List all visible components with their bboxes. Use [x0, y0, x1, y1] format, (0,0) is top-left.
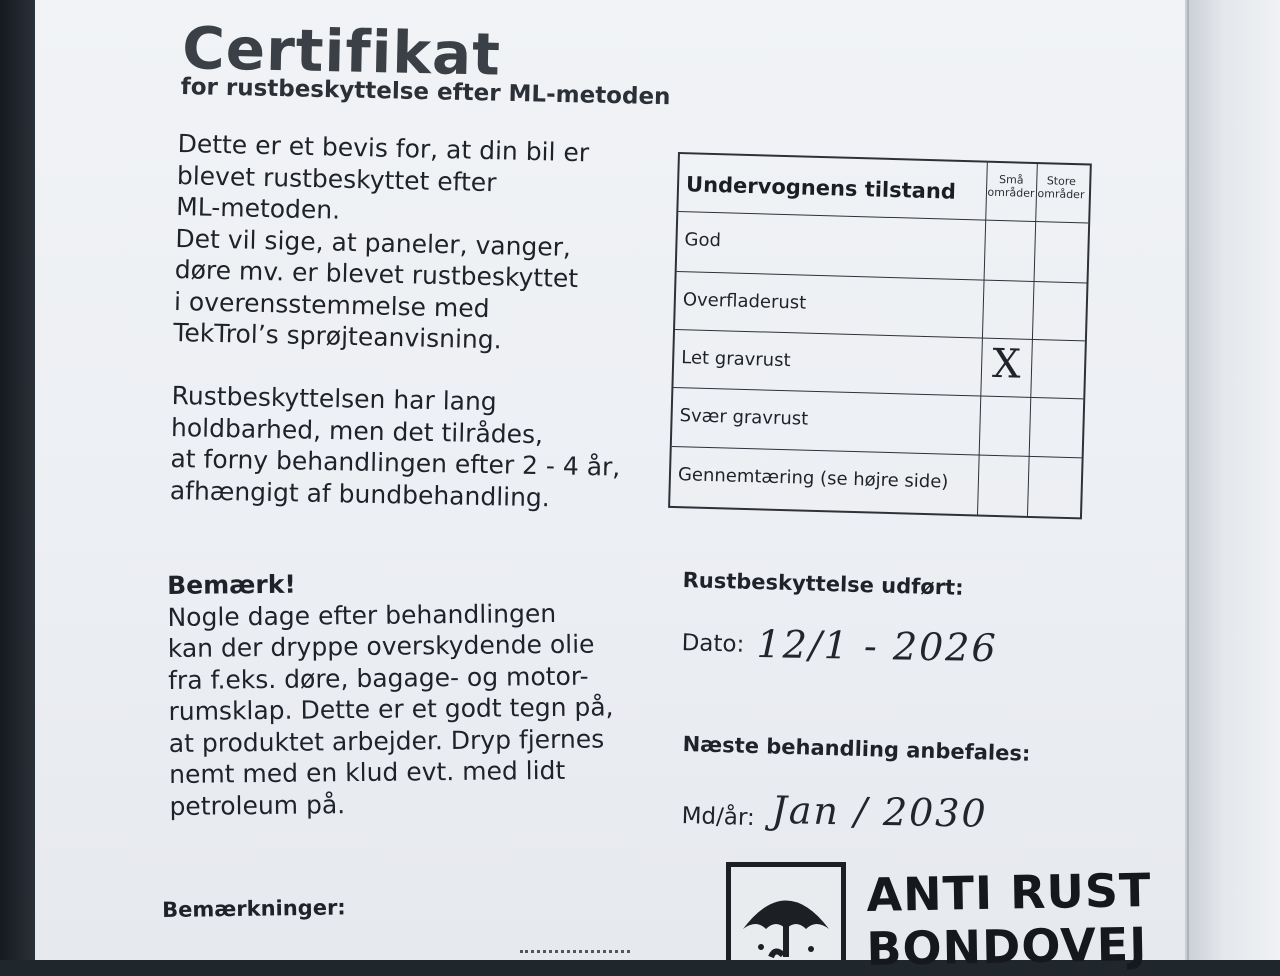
- condition-table: [668, 152, 1092, 519]
- row-label: God: [684, 229, 722, 252]
- next-date-label: Md/år:: [681, 803, 756, 832]
- next-date-handwritten: Jan / 2030: [771, 788, 988, 836]
- stamp-line-2: BONDOVEJ: [866, 917, 1148, 976]
- remarks-line: [520, 950, 630, 953]
- umbrella-icon: [731, 867, 841, 965]
- note-line: petroleum på.: [169, 789, 346, 821]
- note-line: rumsklap. Dette er et godt tegn på,: [168, 692, 614, 726]
- row-label: Let gravrust: [680, 347, 791, 372]
- stamp-line-1: ANTI RUST: [866, 863, 1152, 922]
- performed-label: Rustbeskyttelse udført:: [682, 568, 964, 600]
- table-title: Undervognens tilstand: [685, 172, 957, 204]
- date-label: Dato:: [681, 630, 745, 658]
- table-row: [672, 387, 1083, 456]
- intro-paragraph: [173, 128, 589, 358]
- table-row: [677, 211, 1088, 280]
- intro-line: TekTrol’s sprøjteanvisning.: [173, 317, 502, 355]
- row-label: Svær gravrust: [679, 405, 809, 430]
- intro-line: Dette er et bevis for, at din bil er: [177, 128, 590, 168]
- row-label: Overfladerust: [682, 289, 807, 314]
- intro-line: Det vil sige, at paneler, vanger,: [175, 223, 572, 262]
- certificate-title: Certifikat: [181, 14, 502, 89]
- date-value-handwritten: 12/1 - 2026: [756, 622, 999, 671]
- durability-line: at forny behandlingen efter 2 - 4 år,: [170, 443, 621, 482]
- company-stamp-logo: [726, 862, 846, 960]
- background-edge: [0, 0, 35, 960]
- paper-fold-edge: [1185, 0, 1280, 960]
- intro-line: døre mv. er blevet rustbeskyttet: [174, 254, 579, 294]
- intro-line: i overensstemmelse med: [173, 286, 490, 323]
- col-large-areas: Store områder: [1037, 174, 1085, 202]
- durability-line: afhængigt af bundbehandling.: [169, 475, 551, 512]
- certificate-subtitle: for rustbeskyttelse efter ML-metoden: [180, 74, 671, 111]
- durability-line: Rustbeskyttelsen har lang: [171, 380, 497, 417]
- note-line: Nogle dage efter behandlingen: [167, 598, 557, 632]
- note-line: kan der dryppe overskydende olie: [167, 629, 595, 663]
- note-heading: Bemærk!: [167, 569, 296, 600]
- intro-line: blevet rustbeskyttet efter: [176, 160, 497, 197]
- row-label: Gennemtæring (se højre side): [677, 464, 949, 493]
- durability-line: holdbarhed, men det tilrådes,: [170, 412, 544, 449]
- check-mark: X: [991, 340, 1022, 388]
- note-line: fra f.eks. døre, bagage- og motor-: [168, 661, 589, 695]
- durability-paragraph: [170, 380, 622, 515]
- intro-line: ML-metoden.: [175, 191, 341, 225]
- note-line: at produktet arbejder. Dryp fjernes: [168, 723, 605, 758]
- col-small-areas: Små områder: [987, 172, 1035, 200]
- note-paragraph: [167, 565, 615, 822]
- remarks-label: Bemærkninger:: [162, 895, 346, 922]
- next-treatment-label: Næste behandling anbefales:: [682, 732, 1031, 766]
- note-line: nemt med en klud evt. med lidt: [168, 755, 566, 789]
- table-row: [670, 446, 1081, 515]
